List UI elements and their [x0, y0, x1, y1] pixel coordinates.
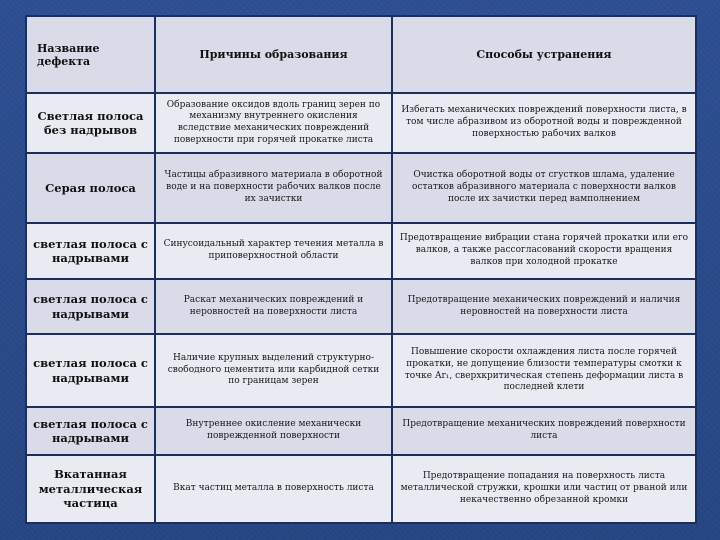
defect-remedy: Избегать механических повреждений поверхности листа, в том числе абразивом из оборотной воды и поврежденной поверхностью рабочих валков	[392, 93, 696, 153]
table-row	[26, 153, 696, 223]
table-row	[26, 334, 696, 407]
defect-cause: Наличие крупных выделений структурно-свободного цементита или карбидной сетки по границам зерен	[155, 334, 392, 407]
defect-remedy: Повышение скорости охлаждения листа после горячей прокатки, не допущение близости температуры смотки к точке Ar₁, сверхкритическая степень деформации листа в последней клети	[392, 334, 696, 407]
defect-remedy: Очистка оборотной воды от сгустков шлама, удаление остатков абразивного материала с поверхности валков после их зачистки перед вамполнением	[392, 153, 696, 223]
defect-remedy: Предотвращение механических повреждений поверхности листа	[392, 407, 696, 455]
defect-cause: Образование оксидов вдоль границ зерен по механизму внутреннего окисления вследствие механических повреждений поверхности при горячей прокатке листа	[155, 93, 392, 153]
defect-remedy: Предотвращение вибрации стана горячей прокатки или его валков, а также рассогласований скорости вращения валков при холодной прокатке	[392, 223, 696, 279]
defect-name: светлая полоса с надрывами	[26, 279, 155, 334]
defect-name: светлая полоса с надрывами	[26, 223, 155, 279]
header-causes: Причины образования	[155, 16, 392, 93]
table-row	[26, 455, 696, 523]
table-row	[26, 223, 696, 279]
defect-name: Вкатанная металлическая частица	[26, 455, 155, 523]
defect-cause: Раскат механических повреждений и неровностей на поверхности листа	[155, 279, 392, 334]
defect-cause: Вкат частиц металла в поверхность листа	[155, 455, 392, 523]
table-row	[26, 407, 696, 455]
header-remedies: Способы устранения	[392, 16, 696, 93]
defect-name: светлая полоса с надрывами	[26, 334, 155, 407]
defect-name: светлая полоса с надрывами	[26, 407, 155, 455]
defect-name: Светлая полоса без надрывов	[26, 93, 155, 153]
defect-name: Серая полоса	[26, 153, 155, 223]
defects-table	[25, 15, 697, 524]
defect-remedy: Предотвращение попадания на поверхность листа металлической стружки, крошки или частиц от рваной или некачественно обрезанной кромки	[392, 455, 696, 523]
defect-remedy: Предотвращение механических повреждений и наличия неровностей на поверхности листа	[392, 279, 696, 334]
table-header-row	[26, 16, 696, 93]
table-row	[26, 279, 696, 334]
table-row	[26, 93, 696, 153]
defect-cause: Внутреннее окисление механически поврежденной поверхности	[155, 407, 392, 455]
defect-cause: Синусоидальный характер течения металла в приповерхностной области	[155, 223, 392, 279]
header-defect-name: Название дефекта	[26, 16, 155, 93]
defect-cause: Частицы абразивного материала в оборотной воде и на поверхности рабочих валков после их зачистки	[155, 153, 392, 223]
